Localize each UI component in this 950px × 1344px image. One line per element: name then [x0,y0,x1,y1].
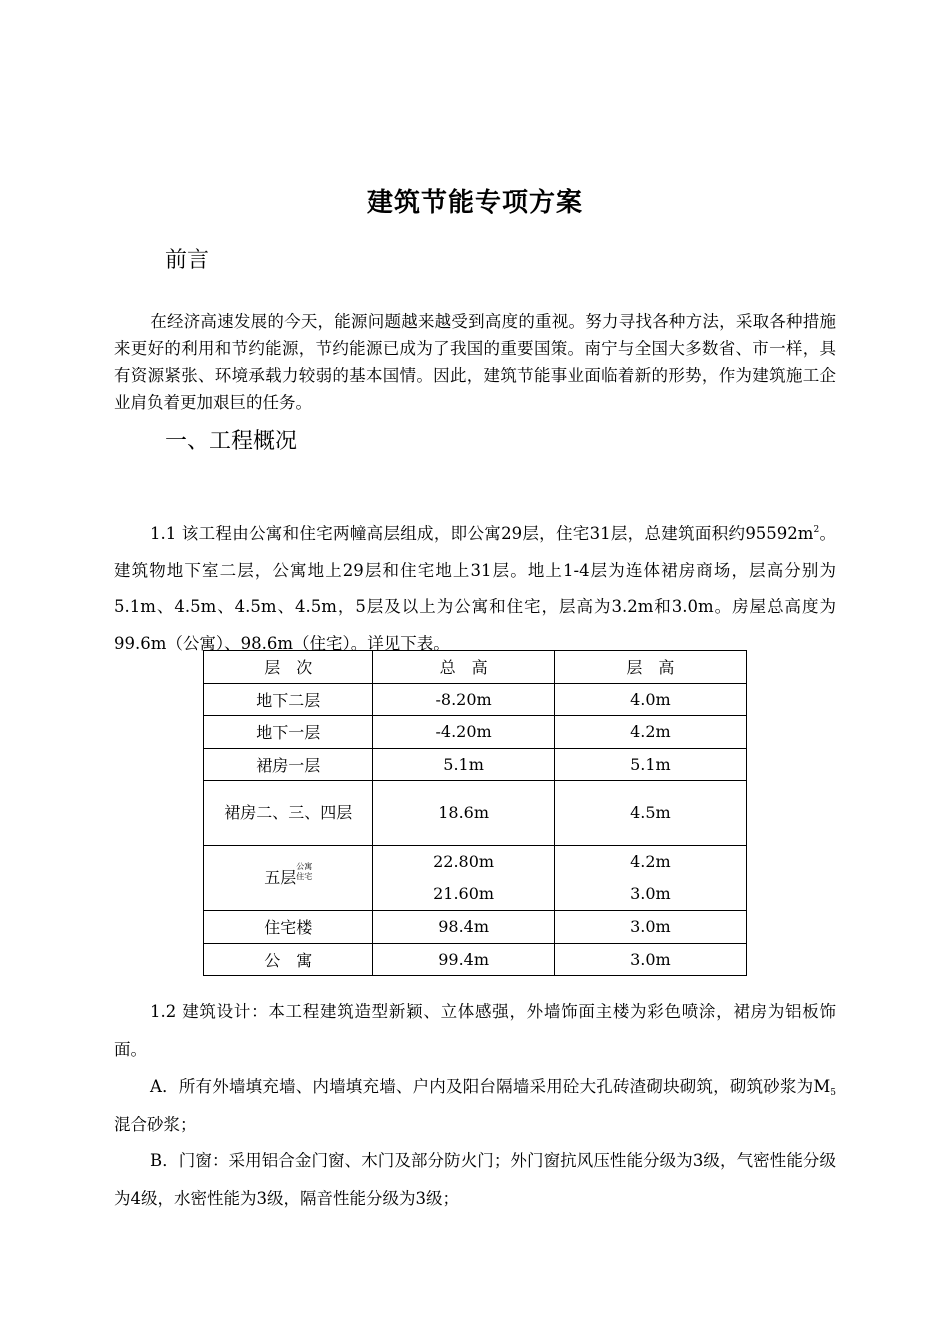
cell-height: 3.0m [554,943,746,976]
fifth-floor-subtypes [296,862,312,882]
height-residence: 3.0m [630,884,671,903]
subtype-apartment: 公寓 [296,862,313,871]
cell-height [554,846,746,911]
cell-height: 4.2m [554,716,746,749]
cell-floor: 地下一层 [204,716,373,749]
table-row [204,943,747,976]
cell-height: 4.0m [554,683,746,716]
table-row [204,781,747,846]
cell-total: 18.6m [373,781,554,846]
cell-height: 4.5m [554,781,746,846]
cell-total: 98.4m [373,911,554,944]
cell-total [373,846,554,911]
cell-total: 5.1m [373,748,554,781]
header-floor-height: 层 高 [554,651,746,684]
total-apartment: 22.80m [433,852,495,871]
overview-heading: 一、工程概况 [165,429,298,454]
cell-total: 99.4m [373,943,554,976]
section-1-1-paragraph [114,516,836,662]
item-a-text-b: 混合砂浆； [114,1115,197,1134]
cell-floor: 住宅楼 [204,911,373,944]
cell-floor [204,846,373,911]
table-row [204,911,747,944]
area-superscript: 2 [813,525,820,535]
item-b-paragraph [114,1142,836,1218]
item-a-text-a: A．所有外墙填充墙、内墙填充墙、户内及阳台隔墙采用砼大孔砖渣砌块砌筑，砌筑砂浆为M [150,1077,831,1096]
floor-height-table [203,650,747,976]
section-1-1-text-a: 1.1 该工程由公寓和住宅两幢高层组成，即公寓29层，住宅31层，总建筑面积约95592m [150,524,814,543]
header-floor: 层 次 [204,651,373,684]
section-1-2-paragraph [114,993,836,1069]
item-a-paragraph [114,1068,836,1144]
table-row [204,683,747,716]
cell-floor: 地下二层 [204,683,373,716]
document-title: 建筑节能专项方案 [366,188,583,218]
preface-text: 在经济高速发展的今天，能源问题越来越受到高度的重视。努力寻找各种方法，采取各种措施来更好的利用和节约能源，节约能源已成为了我国的重要国策。南宁与全国大多数省、市一样，具有资源紧张、环境承载力较弱的基本国情。因此，建筑节能事业面临着新的形势，作为建筑施工企业肩负着更加艰巨的任务。 [114,312,836,412]
cell-floor: 公 寓 [204,943,373,976]
table-header-row [204,651,747,684]
cell-height: 5.1m [554,748,746,781]
fifth-floor-label: 五层 [264,868,297,887]
mortar-grade-subscript: 5 [830,1088,836,1098]
cell-floor: 裙房二、三、四层 [204,781,373,846]
table-row [204,748,747,781]
item-b-text: B．门窗：采用铝合金门窗、木门及部分防火门；外门窗抗风压性能分级为3级，气密性能分级为4级，水密性能为3级，隔音性能分级为3级； [114,1151,836,1208]
preface-heading: 前言 [165,248,210,273]
subtype-residence: 住宅 [296,872,313,881]
cell-total: -8.20m [373,683,554,716]
section-1-2-text: 1.2 建筑设计：本工程建筑造型新颖、立体感强，外墙饰面主楼为彩色喷涂，裙房为铝板饰面。 [114,1002,836,1059]
table-row [204,846,747,911]
cell-height: 3.0m [554,911,746,944]
header-total-height: 总 高 [373,651,554,684]
section-1-1-text-b: 。建筑物地下室二层，公寓地上29层和住宅地上31层。地上1-4层为连体裙房商场，层高分别为5.1m、4.5m、4.5m、4.5m，5层及以上为公寓和住宅，层高为3.2m和3.0m。房屋总高度为99.6m（公寓）、98.6m（住宅）。详见下表。 [114,524,836,653]
total-residence: 21.60m [433,884,495,903]
preface-paragraph [114,308,836,416]
cell-floor: 裙房一层 [204,748,373,781]
table-row [204,716,747,749]
cell-total: -4.20m [373,716,554,749]
height-apartment: 4.2m [630,852,671,871]
